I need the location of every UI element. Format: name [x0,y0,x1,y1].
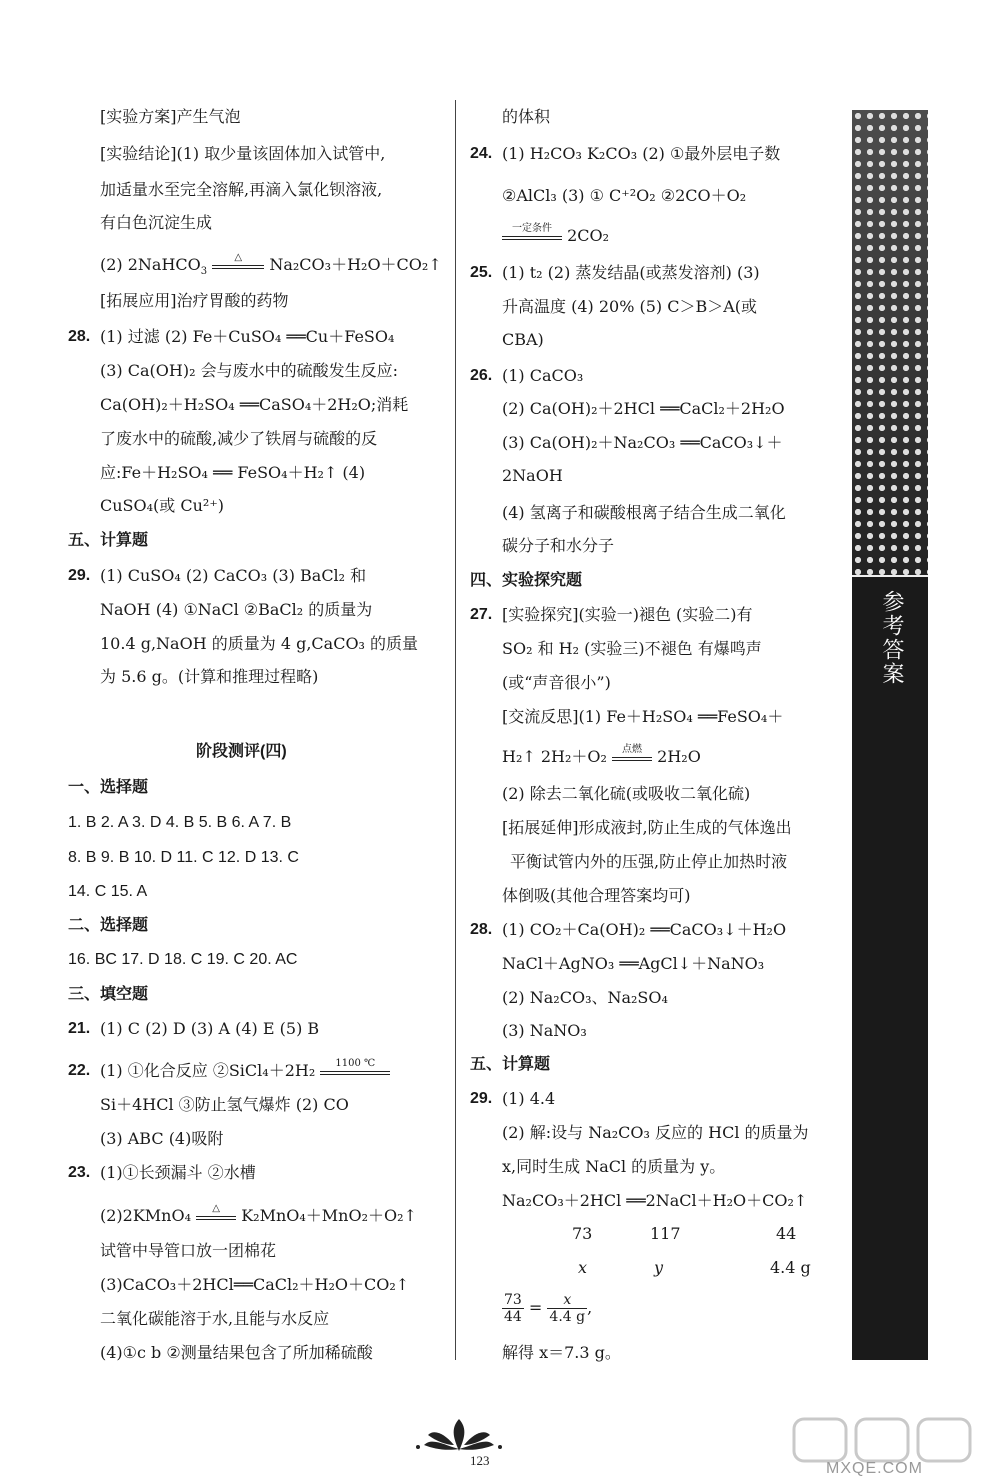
text-line: [拓展应用]治疗胃酸的药物 [100,291,289,310]
equation-left: H₂↑ 2H₂＋O₂ [502,747,607,766]
comma: , [587,1298,593,1317]
section-heading: 四、实验探究题 [470,572,583,589]
text-line: (1) 过滤 (2) Fe＋CuSO₄ ══Cu＋FeSO₄ [100,327,395,346]
section-heading: 一、选择题 [68,779,149,796]
text-line: Ca(OH)₂＋H₂SO₄ ══CaSO₄＋2H₂O;消耗 [100,395,409,414]
section-heading: 二、选择题 [68,917,149,934]
text-line: [拓展延伸]形成液封,防止生成的气体逸出 [502,818,792,837]
text-line: (2) Na₂CO₃、Na₂SO₄ [502,988,668,1007]
fraction [547,1292,587,1325]
question-number: 26. [470,367,493,384]
numerator: x [547,1292,587,1309]
text-line: (1) CaCO₃ [502,366,584,385]
ratio-variable: y [654,1258,664,1277]
section-heading: 三、填空题 [68,986,149,1003]
answer-row: 1. B 2. A 3. D 4. B 5. B 6. A 7. B [68,814,292,831]
text-line: 平衡试管内外的压强,防止停止加热时液 [510,852,788,871]
section-heading: 五、计算题 [470,1056,551,1073]
equation-left: (2)2KMnO₄ [100,1206,192,1225]
text-line: (1) t₂ (2) 蒸发结晶(或蒸发溶剂) (3) [502,263,760,282]
condition-label: △ [234,251,243,263]
ratio-value: 44 [776,1224,797,1243]
equation-right: Na₂CO₃＋H₂O＋CO₂↑ [269,255,442,274]
text-line: (3) NaNO₃ [502,1021,587,1040]
sidebar-label: 参考答案 [879,590,904,686]
halftone-pattern [852,110,928,590]
equation-right: 2H₂O [657,747,701,766]
equation-line [502,743,701,767]
question-number: 27. [470,606,493,623]
text-line: (1) H₂CO₃ K₂CO₃ (2) ①最外层电子数 [502,144,781,163]
sidebar-tab [852,110,928,1360]
text-line: 10.4 g,NaOH 的质量为 4 g,CaCO₃ 的质量 [100,634,419,653]
answer-row: 16. BC 17. D 18. C 19. C 20. AC [68,951,298,968]
question-number: 24. [470,145,493,162]
text-line: (1) C (2) D (3) A (4) E (5) B [100,1019,320,1038]
equation-line [100,1202,417,1226]
condition-label: 一定条件 [512,222,552,234]
text-line: 的体积 [502,107,551,126]
text-line: Na₂CO₃＋2HCl ══2NaCl＋H₂O＋CO₂↑ [502,1191,808,1210]
text-line: [实验结论](1) 取少量该固体加入试管中, [100,144,386,163]
tab-separator [852,575,928,577]
equation-left: (2) 2NaHCO [100,255,201,274]
section-heading: 五、计算题 [68,532,149,549]
section-title: 阶段测评(四) [196,743,287,760]
text-line: (2) Ca(OH)₂＋2HCl ══CaCl₂＋2H₂O [502,399,785,418]
equation-left: (1) ①化合反应 ②SiCl₄＋2H₂ [100,1061,316,1080]
text-line: (1) CO₂＋Ca(OH)₂ ══CaCO₃↓＋H₂O [502,920,787,939]
text-line: (3)CaCO₃＋2HCl══CaCl₂＋H₂O＋CO₂↑ [100,1275,410,1294]
ratio-value: 4.4 g [770,1258,811,1277]
text-line: 加适量水至完全溶解,再滴入氯化钡溶液, [100,180,383,199]
text-line: NaCl＋AgNO₃ ══AgCl↓＋NaNO₃ [502,954,765,973]
text-line: (4) 氢离子和碳酸根离子结合生成二氧化 [502,503,786,522]
text-line: 体倒吸(其他合理答案均可) [502,886,691,905]
ratio-value: 117 [650,1224,681,1243]
answer-row: 8. B 9. B 10. D 11. C 12. D 13. C [68,849,299,866]
column-divider [455,100,456,1360]
text-line: (或“声音很小”) [502,673,611,692]
denominator: 44 [504,1309,522,1325]
ornament-icon [414,1415,504,1453]
page-number: 123 [470,1453,490,1468]
watermark-text: MXQE.COM [826,1460,923,1477]
equation-line [502,222,610,246]
condition-label: △ [212,1202,220,1214]
fraction-equation [502,1292,592,1325]
ratio-variable: x [578,1258,588,1277]
equation-right: K₂MnO₄＋MnO₂＋O₂↑ [241,1206,417,1225]
text-line: (1)①长颈漏斗 ②水槽 [100,1163,256,1182]
equation-arrow [612,743,652,766]
question-number: 25. [470,264,493,281]
question-number: 23. [68,1164,91,1181]
question-number: 21. [68,1020,91,1037]
text-line: 了废水中的硫酸,减少了铁屑与硫酸的反 [100,429,378,448]
text-line: (1) 4.4 [502,1089,556,1108]
fraction [502,1292,524,1325]
equation-line [100,1057,390,1081]
text-line: x,同时生成 NaCl 的质量为 y。 [502,1157,726,1176]
text-line: ②AlCl₃ (3) ① C⁺²O₂ ②2CO＋O₂ [502,186,747,205]
ratio-value: 73 [572,1224,593,1243]
text-line: 碳分子和水分子 [502,536,615,555]
text-line: (1) CuSO₄ (2) CaCO₃ (3) BaCl₂ 和 [100,566,367,585]
equation-line: (2) 2NaHCO$_3$ △ Na₂CO₃＋H₂O＋CO₂↑ [100,255,442,275]
answer-row: 14. C 15. A [68,883,148,900]
equation-arrow [320,1057,390,1080]
text-line: [实验方案]产生气泡 [100,107,241,126]
text-line: 有白色沉淀生成 [100,213,213,232]
question-number: 29. [470,1090,493,1107]
text-line: 解得 x＝7.3 g。 [502,1343,621,1362]
text-line: CuSO₄(或 Cu²⁺) [100,496,225,515]
text-line: 2NaOH [502,466,563,485]
text-line: 为 5.6 g。(计算和推理过程略) [100,667,319,686]
text-line: NaOH (4) ①NaCl ②BaCl₂ 的质量为 [100,600,373,619]
equation-arrow [212,251,264,274]
text-line: CBA) [502,330,544,349]
numerator: 73 [504,1292,522,1308]
tab-background [852,575,928,1360]
question-number: 22. [68,1062,91,1079]
condition-label: 1100 ℃ [335,1057,376,1069]
question-number: 28. [470,921,493,938]
text-line: 升高温度 (4) 20% (5) C＞B＞A(或 [502,297,758,316]
text-line: (3) Ca(OH)₂＋Na₂CO₃ ══CaCO₃↓＋ [502,433,783,452]
text-line: 应:Fe＋H₂SO₄ ══ FeSO₄＋H₂↑ (4) [100,463,366,482]
text-line: (4)①c b ②测量结果包含了所加稀硫酸 [100,1343,373,1362]
equals-sign: = [528,1298,543,1317]
text-line: (3) Ca(OH)₂ 会与废水中的硫酸发生反应: [100,361,398,380]
text-line: [交流反思](1) Fe＋H₂SO₄ ══FeSO₄＋ [502,707,784,726]
question-number: 28. [68,328,91,345]
text-line: SO₂ 和 H₂ (实验三)不褪色 有爆鸣声 [502,639,762,658]
equation-arrow [502,222,562,245]
text-line: (3) ABC (4)吸附 [100,1129,224,1148]
denominator: 4.4 g [549,1309,586,1325]
text-line: Si＋4HCl ③防止氢气爆炸 (2) CO [100,1095,349,1114]
condition-label: 点燃 [622,743,643,755]
text-line: 二氧化碳能溶于水,且能与水反应 [100,1309,330,1328]
text-line: 试管中导管口放一团棉花 [100,1241,277,1260]
equation-right: 2CO₂ [567,226,610,245]
text-line: (2) 解:设与 Na₂CO₃ 反应的 HCl 的质量为 [502,1123,809,1142]
text-line: (2) 除去二氧化硫(或吸收二氧化硫) [502,784,751,803]
question-number: 29. [68,567,91,584]
text-line: [实验探究](实验一)褪色 (实验二)有 [502,605,753,624]
equation-arrow [196,1202,236,1225]
